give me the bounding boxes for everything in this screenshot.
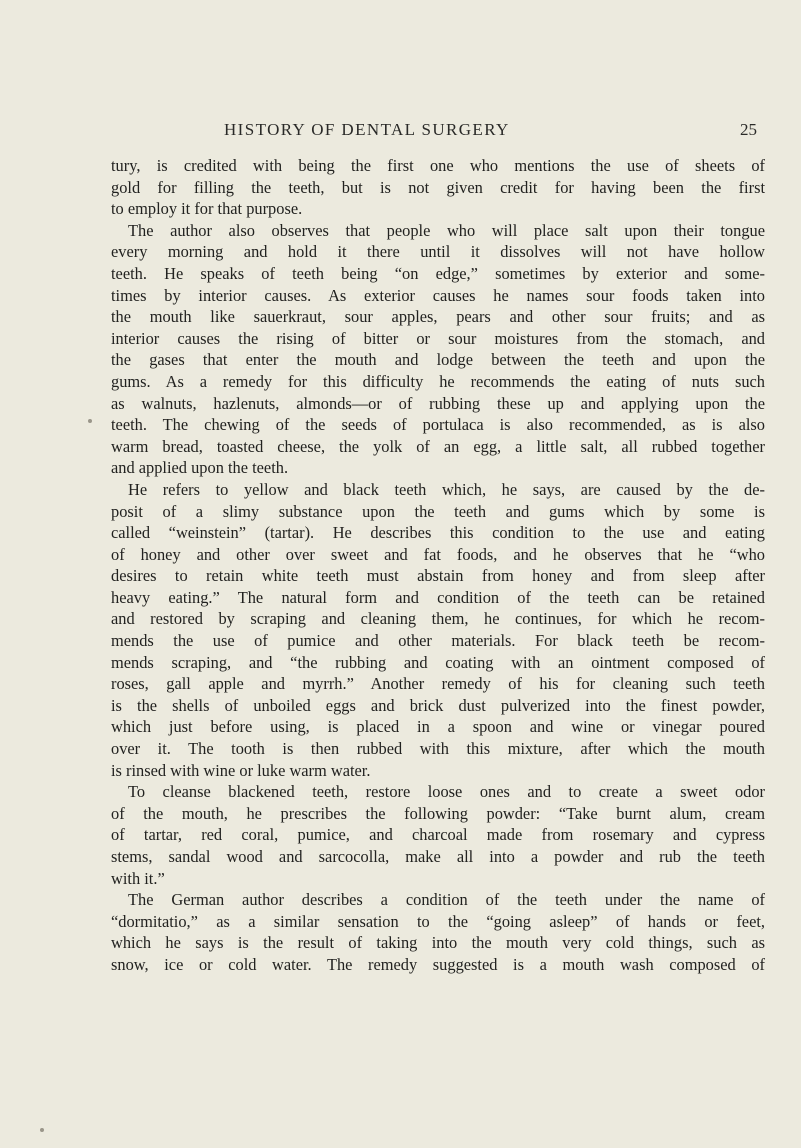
text-line: and restored by scraping and cleaning them, he continues, for which he recom- — [111, 609, 765, 629]
text-line: of the mouth, he prescribes the following powder: “Take burnt alum, cream — [111, 803, 765, 823]
text-line: teeth. He speaks of teeth being “on edge,” sometimes by exterior and some- — [111, 263, 765, 283]
page-number: 25 — [740, 120, 757, 139]
text-line: of tartar, red coral, pumice, and charcoal made from rosemary and cypress — [111, 825, 765, 845]
text-line: roses, gall apple and myrrh.” Another remedy of his for cleaning such teeth — [111, 674, 765, 694]
text-line: posit of a slimy substance upon the teeth and gums which by some is — [111, 501, 765, 521]
text-line: of honey and other over sweet and fat foods, and he observes that he “who — [111, 544, 765, 564]
text-line: every morning and hold it there until it dissolves will not have hollow — [111, 242, 765, 262]
text-line: which just before using, is placed in a spoon and wine or vinegar poured — [111, 717, 765, 737]
text-line: teeth. The chewing of the seeds of portulaca is also recommended, as is also — [111, 415, 765, 435]
text-line: to employ it for that purpose. — [111, 199, 303, 219]
body-text — [111, 155, 765, 976]
text-line: tury, is credited with being the first one who mentions the use of sheets of — [111, 156, 765, 175]
text-line: gold for filling the teeth, but is not given credit for having been the first — [111, 177, 765, 197]
text-line: called “weinstein” (tartar). He describes this condition to the use and eating — [111, 523, 765, 543]
text-line: which he says is the result of taking into the mouth very cold things, such as — [111, 933, 765, 953]
text-line: the gases that enter the mouth and lodge between the teeth and upon the — [111, 350, 765, 370]
text-line: is rinsed with wine or luke warm water. — [111, 760, 371, 780]
text-line: The German author describes a condition of the teeth under the name of — [128, 890, 765, 910]
text-line: times by interior causes. As exterior causes he names sour foods taken into — [111, 285, 765, 305]
text-line: and applied upon the teeth. — [111, 458, 289, 478]
text-line: To cleanse blackened teeth, restore loose ones and to create a sweet odor — [128, 782, 765, 802]
text-line: mends the use of pumice and other materials. For black teeth be recom- — [111, 631, 765, 651]
text-line: gums. As a remedy for this difficulty he recommends the eating of nuts such — [111, 371, 765, 391]
text-line: over it. The tooth is then rubbed with this mixture, after which the mouth — [111, 739, 765, 759]
text-line: mends scraping, and “the rubbing and coating with an ointment composed of — [111, 652, 765, 672]
text-line: with it.” — [111, 868, 165, 888]
text-line: heavy eating.” The natural form and condition of the teeth can be retained — [111, 587, 765, 607]
text-line: is the shells of unboiled eggs and brick dust pulverized into the finest powder, — [111, 695, 765, 715]
text-line: desires to retain white teeth must abstain from honey and from sleep after — [111, 566, 765, 586]
text-line: stems, sandal wood and sarcocolla, make all into a powder and rub the teeth — [111, 847, 765, 866]
text-line: He refers to yellow and black teeth which, he says, are caused by the de- — [128, 479, 765, 499]
text-line: snow, ice or cold water. The remedy suggested is a mouth wash composed of — [111, 954, 765, 974]
text-line: warm bread, toasted cheese, the yolk of an egg, a little salt, all rubbed together — [111, 436, 765, 456]
text-line: interior causes the rising of bitter or sour moistures from the stomach, and — [111, 328, 765, 348]
text-line: the mouth like sauerkraut, sour apples, pears and other sour fruits; and as — [111, 307, 765, 327]
text-line: as walnuts, hazlenuts, almonds—or of rubbing these up and applying upon the — [111, 393, 765, 413]
running-head: HISTORY OF DENTAL SURGERY — [224, 120, 510, 139]
paper-speck — [88, 419, 92, 423]
text-line: “dormitatio,” as a similar sensation to the “going asleep” of hands or feet, — [111, 911, 765, 931]
paper-speck — [40, 1128, 44, 1132]
text-line: The author also observes that people who will place salt upon their tongue — [128, 220, 765, 240]
